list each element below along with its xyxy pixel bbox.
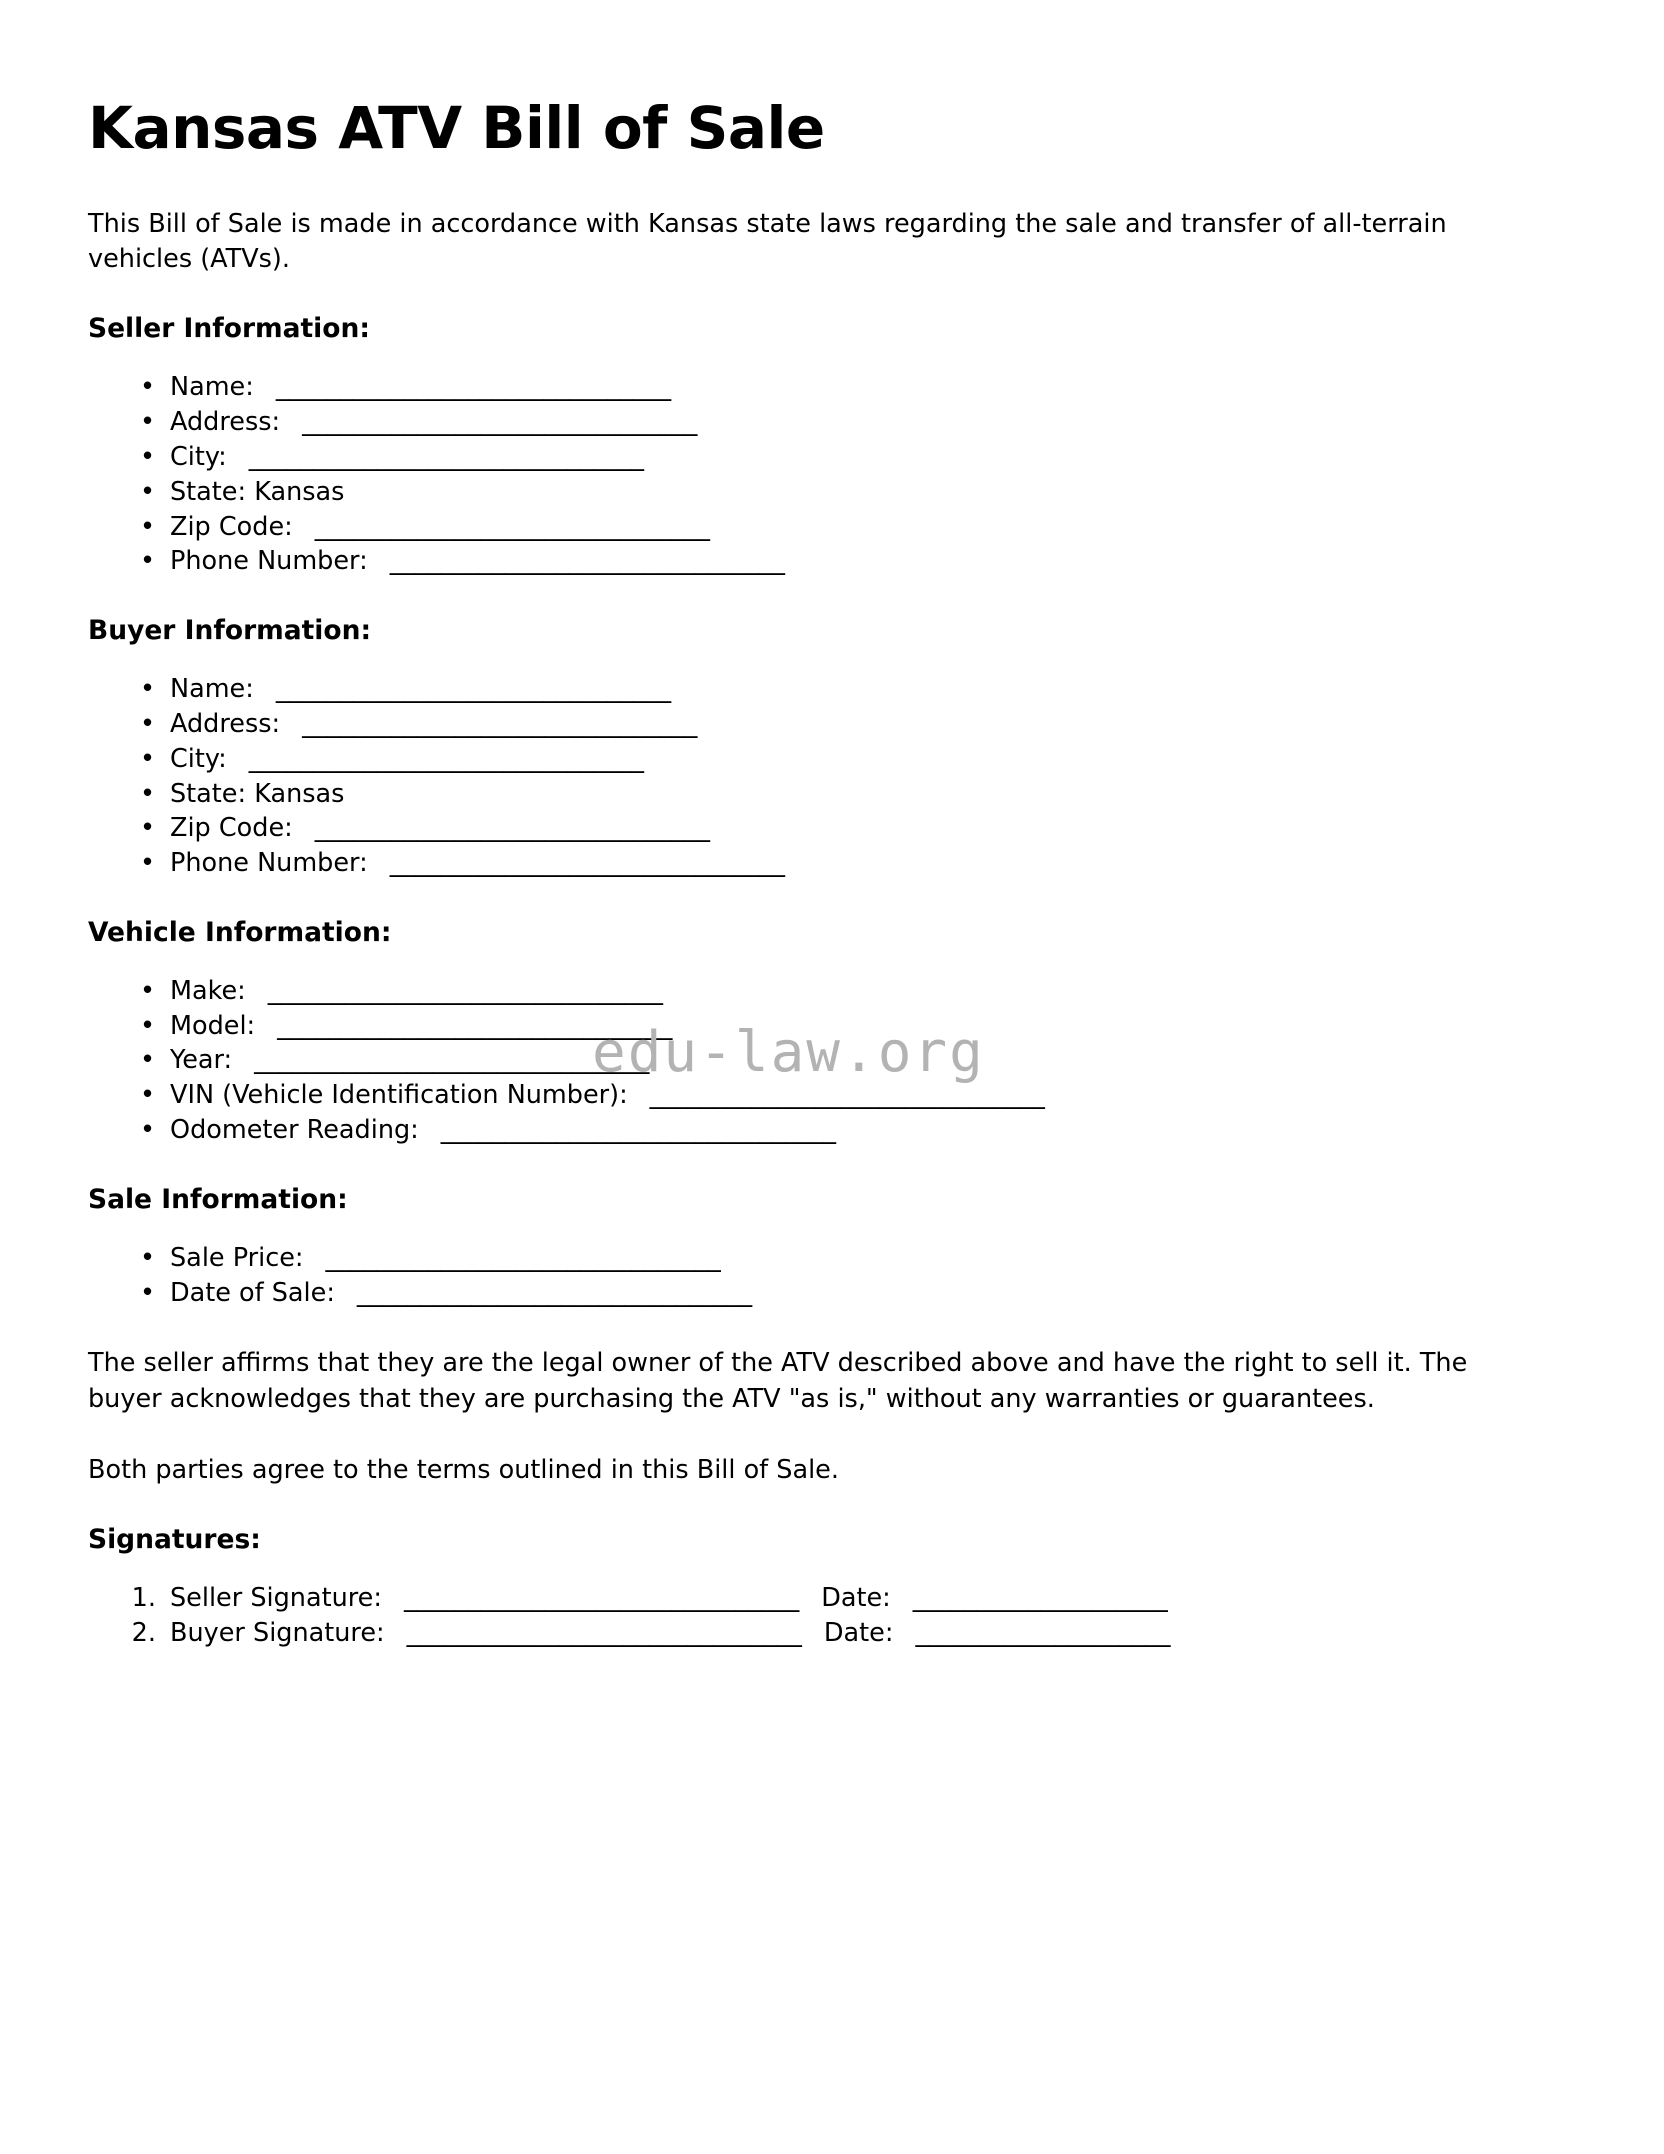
field-label: City: [170,441,227,472]
field-label: State: [170,778,247,809]
signature-label: Seller Signature: [170,1583,382,1614]
field-label: Model: [170,1010,256,1041]
list-item [140,475,1546,510]
field-blank[interactable]: _______________________________ [440,1115,837,1146]
field-blank[interactable]: _______________________________ [302,708,698,739]
list-item [140,440,1546,475]
sale-information-heading: Sale Information: [88,1183,348,1215]
buyer-information-heading: Buyer Information: [88,615,372,647]
list-item [140,370,1546,405]
field-blank[interactable]: _______________________________ [275,674,672,705]
list-item [140,405,1546,440]
field-blank[interactable]: _______________________________ [314,813,710,844]
field-blank[interactable]: _______________________________ [649,1080,1045,1111]
list-item [128,1581,1546,1616]
signature-label: Buyer Signature: [170,1617,385,1648]
list-item [140,1276,1546,1311]
signatures-heading: Signatures: [88,1524,261,1556]
field-label: Year: [170,1045,233,1076]
field-blank[interactable]: _______________________________ [389,848,785,879]
sale-field-list [88,1241,1546,1311]
list-item [140,1241,1546,1276]
field-label: VIN (Vehicle Identification Number): [170,1080,628,1111]
field-label: Name: [170,372,254,403]
field-blank[interactable]: _______________________________ [248,743,644,774]
signature-blank[interactable]: _______________________________ [406,1617,802,1648]
list-item [140,1113,1546,1148]
field-label: Odometer Reading: [170,1115,419,1146]
seller-information-heading: Seller Information: [88,313,370,345]
affirmation-paragraph: The seller affirms that they are the legal owner of the ATV described above and have the right to sell it. The buyer acknowledges that they are purchasing the ATV "as is," without any warranties or guarantees. [88,1348,1468,1414]
list-item [140,1078,1546,1113]
list-item [140,672,1546,707]
field-label: Phone Number: [170,848,368,879]
field-label: State: [170,476,247,507]
intro-paragraph: This Bill of Sale is made in accordance with Kansas state laws regarding the sale and transfer of all-terrain vehicles (ATVs). [88,208,1447,275]
vehicle-information-heading: Vehicle Information: [88,916,392,948]
field-label: Address: [170,407,281,438]
field-blank[interactable]: _______________________________ [254,1045,650,1076]
field-blank[interactable]: _______________________________ [275,372,672,403]
field-label: City: [170,743,227,774]
field-label: Address: [170,708,281,739]
field-blank[interactable]: _______________________________ [356,1277,753,1308]
page-title: Kansas ATV Bill of Sale [88,94,825,162]
date-blank[interactable]: ____________________ [915,1617,1171,1648]
date-label: Date: [821,1583,891,1614]
field-label: Name: [170,674,254,705]
signature-blank[interactable]: _______________________________ [403,1583,800,1614]
field-blank[interactable]: _______________________________ [325,1242,721,1273]
field-blank[interactable]: _______________________________ [267,975,664,1006]
field-blank[interactable]: _______________________________ [277,1010,673,1041]
buyer-field-list [88,672,1546,881]
seller-field-list [88,370,1546,579]
field-value: Kansas [254,778,345,809]
list-item [140,1043,1546,1078]
list-item [140,846,1546,881]
field-value: Kansas [254,476,345,507]
vehicle-field-list [88,974,1546,1148]
list-item [140,1009,1546,1044]
list-item [140,544,1546,579]
list-item [140,707,1546,742]
field-label: Make: [170,975,246,1006]
field-label: Sale Price: [170,1242,304,1273]
field-label: Zip Code: [170,511,293,542]
agreement-paragraph: Both parties agree to the terms outlined in this Bill of Sale. [88,1454,839,1485]
list-item [140,974,1546,1009]
field-blank[interactable]: _______________________________ [314,511,710,542]
list-item [140,811,1546,846]
field-blank[interactable]: _______________________________ [389,546,785,577]
list-item [140,510,1546,545]
signature-list [88,1581,1546,1651]
list-item [140,777,1546,812]
field-blank[interactable]: _______________________________ [302,407,698,438]
list-item [128,1616,1546,1651]
date-label: Date: [823,1617,894,1648]
site-watermark: edu-law.org [592,1020,985,1085]
field-label: Date of Sale: [170,1277,335,1308]
date-blank[interactable]: ____________________ [912,1583,1168,1614]
list-item [140,742,1546,777]
field-blank[interactable]: _______________________________ [248,441,644,472]
field-label: Zip Code: [170,813,293,844]
field-label: Phone Number: [170,546,368,577]
